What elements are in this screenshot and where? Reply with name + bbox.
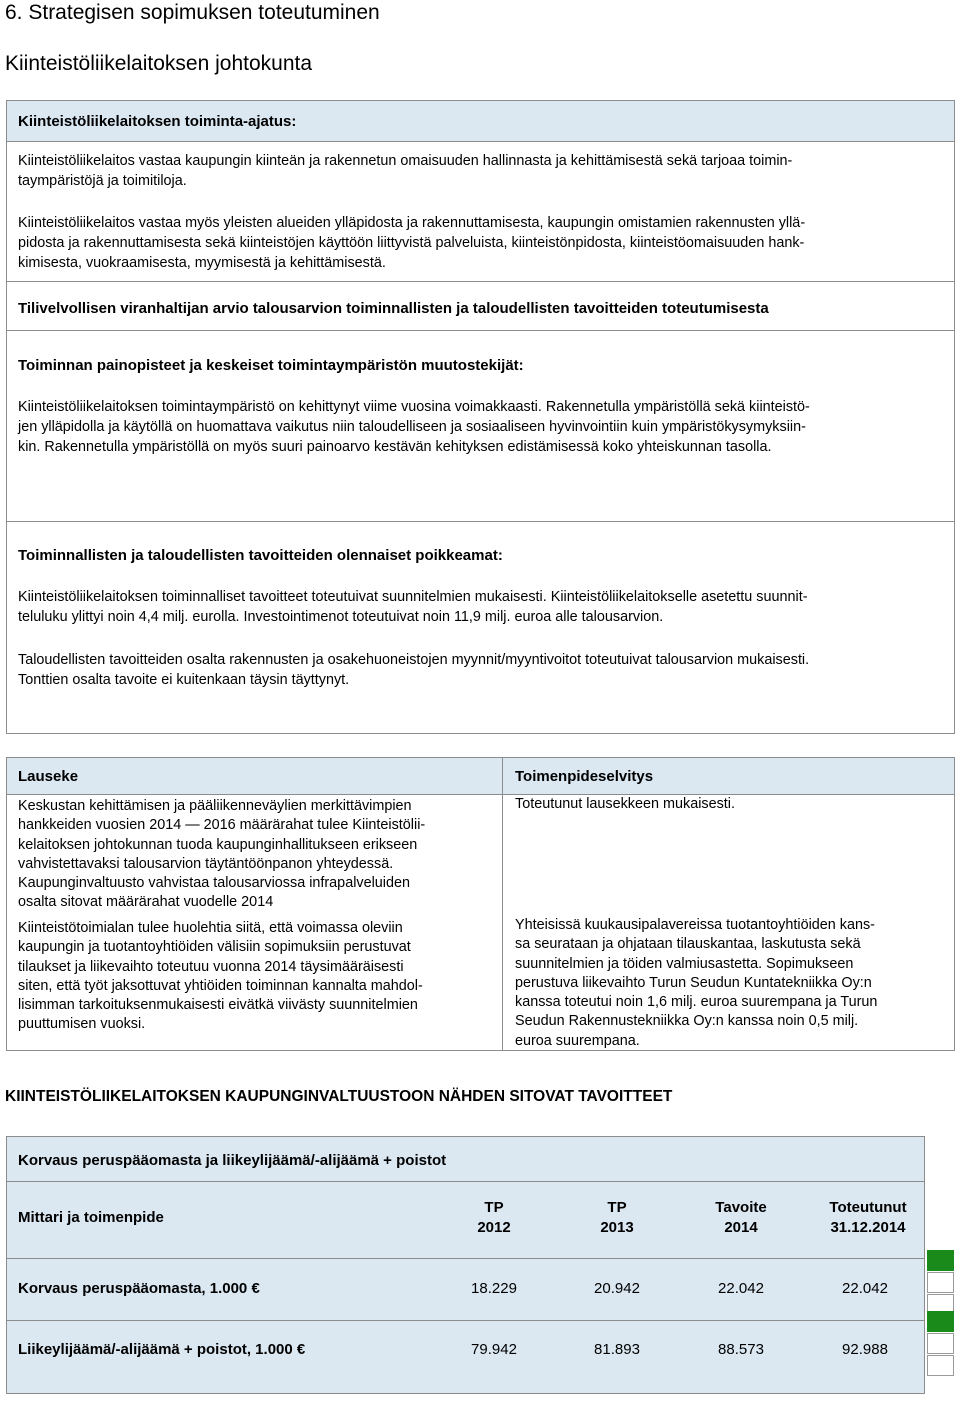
clause-column-header: Lauseke <box>18 768 79 785</box>
goal-value: 18.229 <box>471 1280 517 1297</box>
status-indicator-achieved <box>927 1311 954 1332</box>
column-divider <box>502 758 503 1050</box>
status-indicator-achieved <box>927 1250 954 1271</box>
clause-cell <box>18 797 498 913</box>
col-header-line: TP <box>484 1199 504 1216</box>
clause-line: Kiinteistötoimialan tulee huolehtia siitä, että voimassa oleviin <box>18 920 403 936</box>
mission-heading: Kiinteistöliikelaitoksen toiminta-ajatus: <box>18 113 297 130</box>
col-header-tp2013 <box>571 1198 663 1238</box>
goals-row <box>7 1320 924 1394</box>
assessment-heading: Tilivelvollisen viranhaltijan arvio talousarvion toiminnallisten ja taloudellisten tavoitteiden toteutumisesta <box>18 300 769 317</box>
subtitle: Kiinteistöliikelaitoksen johtokunta <box>5 52 313 75</box>
col-header-line: Toteutunut <box>829 1199 907 1216</box>
clause-line: lisimman tarkoituksenmukaisesti eivätkä viivästy suunnitelmien <box>18 997 418 1014</box>
action-line: Toteutunut lausekkeen mukaisesti. <box>515 796 735 812</box>
col-header-line: 2014 <box>724 1219 758 1236</box>
dev-p2-line1: Taloudellisten tavoitteiden osalta rakennusten ja osakehuoneistojen myynnit/myyntivoitot toteutuivat talousarvion mukaisesti. <box>18 652 810 668</box>
status-indicator-empty <box>927 1272 954 1293</box>
focus-line2: jen ylläpidolla ja käytöllä on huomattava vaikutus niin taloudelliseen ja sosiaaliseen hyvinvointiin kuin ympäristökysymyksiin- <box>18 419 806 435</box>
action-line: Seudun Rakennustekniikka Oy:n kanssa noin 0,5 milj. <box>515 1013 859 1030</box>
clause-cell <box>18 919 498 1035</box>
goal-value: 79.942 <box>471 1341 517 1358</box>
mission-p2-line2: pidosta ja rakennuttamisesta sekä kiinteistöjen käyttöön liittyvistä palveluista, kiinteistönpidosta, kiinteistöomaisuuden hank- <box>18 235 805 251</box>
col-header-line: 2013 <box>600 1219 634 1236</box>
dev-p2-line2: Tonttien osalta tavoite ei kuitenkaan täysin täyttynyt. <box>18 672 350 688</box>
col-header-target2014 <box>695 1198 787 1238</box>
clause-table <box>6 757 955 1051</box>
goal-value: 92.988 <box>842 1341 888 1358</box>
status-indicator-empty <box>927 1355 954 1376</box>
clause-line: osalta sitovat määrärahat vuodelle 2014 <box>18 894 274 911</box>
goal-value: 22.042 <box>718 1280 764 1297</box>
divider <box>7 521 954 522</box>
dev-p1-line1: Kiinteistöliikelaitoksen toiminnalliset tavoitteet toteutuivat suunnitelmien mukaisesti. Kiinteistöliikelaitokselle asetettu suunnit- <box>18 589 808 605</box>
goals-row <box>7 1258 924 1321</box>
focus-heading: Toiminnan painopisteet ja keskeiset toimintaympäristön muutostekijät: <box>18 357 524 374</box>
action-cell <box>515 916 950 1051</box>
section-title: 6. Strategisen sopimuksen toteutuminen <box>5 1 380 24</box>
mission-paragraph-1 <box>18 151 943 191</box>
mission-box <box>6 100 955 734</box>
action-line: Yhteisissä kuukausipalavereissa tuotantoyhtiöiden kans- <box>515 917 875 933</box>
clause-line: Keskustan kehittämisen ja pääliikenneväylien merkittävimpien <box>18 798 412 814</box>
mission-paragraph-2 <box>18 213 943 273</box>
mission-p2-line3: kimisesta, vuokraamisesta, myymisestä ja kehittämisestä. <box>18 255 386 271</box>
mission-p1-line2: taympäristöjä ja toimitiloja. <box>18 173 187 189</box>
goals-table-title: Korvaus peruspääomasta ja liikeylijäämä/-alijäämä + poistot <box>18 1152 447 1169</box>
focus-line3: kin. Rakennetulla ympäristöllä on myös suuri painoarvo kestävän kehityksen edistämisessä koko yhteiskunnan tasolla. <box>18 439 772 455</box>
goal-row-label: Liikeylijäämä/-alijäämä + poistot, 1.000 € <box>18 1341 306 1358</box>
col-header-line: 31.12.2014 <box>830 1219 906 1236</box>
clause-line: siten, että työt jaksottuvat yhtiöiden toiminnan kannalta mahdol- <box>18 977 423 994</box>
col-header-line: TP <box>607 1199 627 1216</box>
mission-p2-line1: Kiinteistöliikelaitos vastaa myös yleisten alueiden ylläpidosta ja rakennuttamisesta, kaupungin omistamien rakennusten yllä- <box>18 215 806 231</box>
focus-line1: Kiinteistöliikelaitoksen toimintaympäristö on kehittynyt viime vuosina voimakkaasti. Rakennetulla ympäristöllä sekä kiinteistö- <box>18 399 810 415</box>
deviation-heading: Toiminnallisten ja taloudellisten tavoitteiden olennaiset poikkeamat: <box>18 547 503 564</box>
action-cell <box>515 795 945 814</box>
goal-value: 20.942 <box>594 1280 640 1297</box>
deviation-paragraph-2 <box>18 650 943 690</box>
action-line: sa seurataan ja ohjataan tilauskantaa, laskutusta sekä <box>515 936 861 953</box>
goal-row-label: Korvaus peruspääomasta, 1.000 € <box>18 1280 260 1297</box>
focus-paragraph <box>18 397 943 457</box>
clause-line: kaupungin ja tuotantoyhtiöiden välisiin sopimuksiin perustuvat <box>18 939 411 956</box>
mission-header-band <box>7 101 954 142</box>
col-header-line: Tavoite <box>715 1199 767 1216</box>
clause-line: kelaitoksen johtokunnan tuoda kaupunginhallitukseen erikseen <box>18 836 418 853</box>
clause-line: tilaukset ja liikevaihto toteutuu vuonna 2014 täysimääräisesti <box>18 958 404 975</box>
col-header-line: 2012 <box>477 1219 511 1236</box>
col-header-tp2012 <box>448 1198 540 1238</box>
goals-header-row <box>7 1181 924 1259</box>
action-column-header: Toimenpideselvitys <box>515 768 654 785</box>
clause-table-header <box>7 758 954 795</box>
clause-line: hankkeiden vuosien 2014 — 2016 määrärahat tulee Kiinteistölii- <box>18 817 426 834</box>
dev-p1-line2: teluluku ylittyi noin 4,4 milj. eurolla. Investointimenot toteutuivat noin 11,9 milj. euroa alle talousarvion. <box>18 609 664 625</box>
goals-table <box>6 1136 925 1394</box>
status-indicator-empty <box>927 1333 954 1354</box>
clause-line: vahvistettavaksi talousarvion täytäntöönpanon yhteydessä. <box>18 855 394 872</box>
divider <box>7 281 954 282</box>
goal-value: 22.042 <box>842 1280 888 1297</box>
clause-line: puuttumisen vuoksi. <box>18 1016 146 1033</box>
action-line: suunnitelmien ja töiden valmiusastetta. Sopimukseen <box>515 955 854 972</box>
action-line: euroa suurempana. <box>515 1032 640 1049</box>
clause-line: Kaupunginvaltuusto vahvistaa talousarviossa infrapalveluiden <box>18 875 410 892</box>
binding-goals-heading: KIINTEISTÖLIIKELAITOKSEN KAUPUNGINVALTUUSTOON NÄHDEN SITOVAT TAVOITTEET <box>5 1088 673 1105</box>
goal-value: 81.893 <box>594 1341 640 1358</box>
mission-p1-line1: Kiinteistöliikelaitos vastaa kaupungin kiinteän ja rakennetun omaisuuden hallinnasta ja kehittämisestä sekä tarjoaa toimin- <box>18 153 793 169</box>
goal-value: 88.573 <box>718 1341 764 1358</box>
measure-header: Mittari ja toimenpide <box>18 1209 164 1226</box>
action-line: perustuva liikevaihto Turun Seudun Kuntatekniikka Oy:n <box>515 974 872 991</box>
deviation-paragraph-1 <box>18 587 943 627</box>
action-line: kanssa toteutui noin 1,6 milj. euroa suurempana ja Turun <box>515 994 878 1011</box>
col-header-actual <box>813 1198 923 1238</box>
divider <box>7 330 954 331</box>
